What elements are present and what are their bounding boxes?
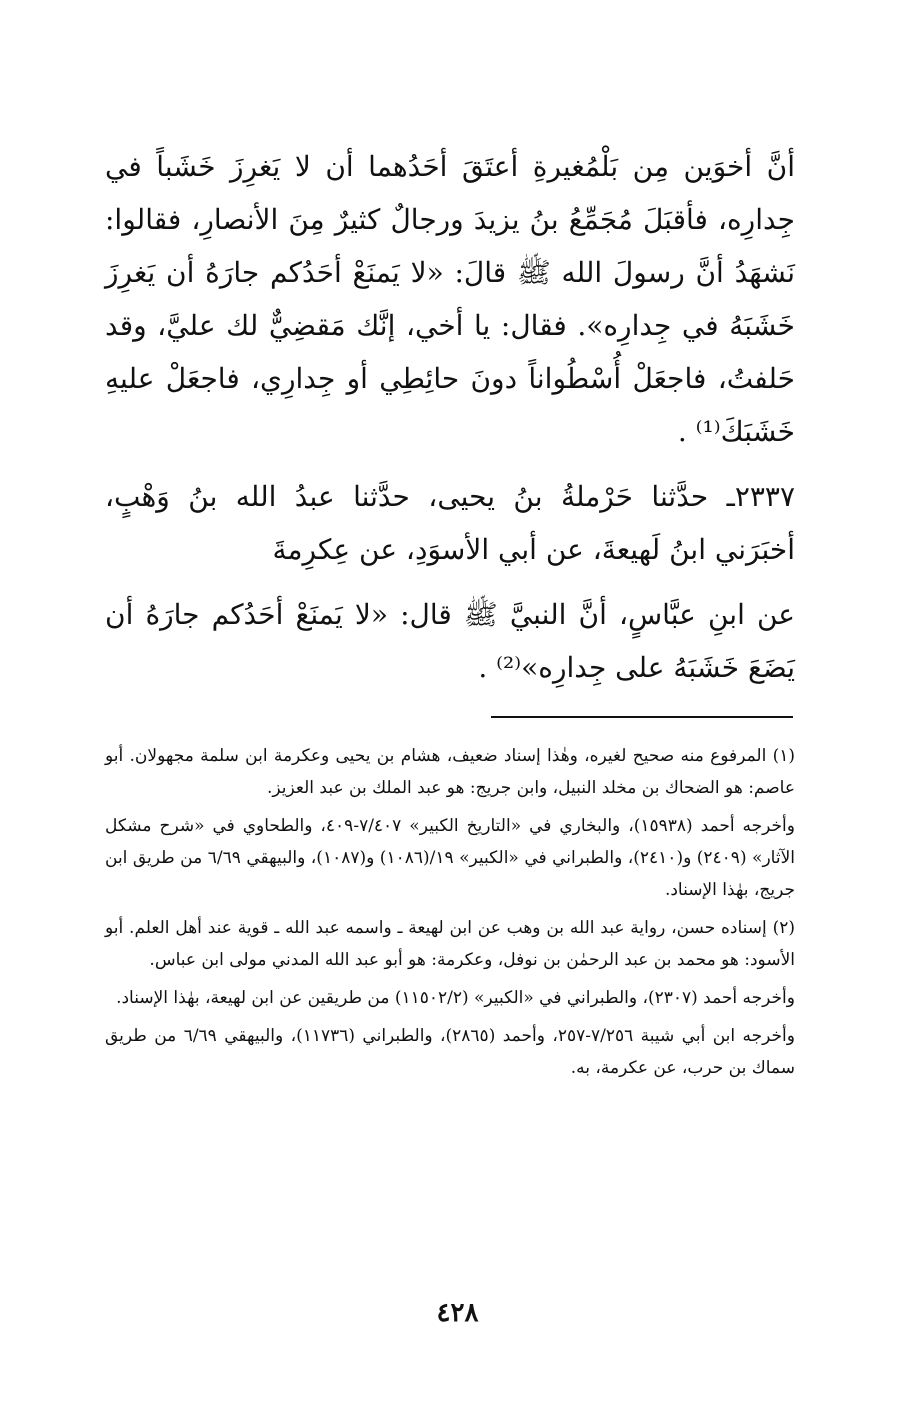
hadith-2337-isnad: ٢٣٣٧ـ حدَّثنا حَرْملةُ بنُ يحيى، حدَّثنا عبدُ الله بنُ وَهْبٍ، أخبَرَني ابنُ لَهيعةَ، عن أبي الأسوَدِ، عن عِكرِمةَ bbox=[105, 480, 795, 566]
hadith-2337-matn: عن ابنِ عبَّاسٍ، أنَّ النبيَّ ﷺ قال: «لا يَمنَعْ أحَدُكم جارَهُ أن يَضَعَ خَشَبَهُ على جِدارِه»⁽²⁾ . bbox=[105, 598, 795, 684]
footnote-2-takhrij-b: وأخرجه ابن أبي شيبة ٧/٢٥٦-٢٥٧، وأحمد (٢٨٦٥)، والطبراني (١١٧٣٦)، والبيهقي ٦/٦٩ من طريق سماك بن حرب، عن عكرمة، به. bbox=[105, 1026, 795, 1078]
page-number: ٤٢٨ bbox=[436, 1298, 479, 1328]
main-text bbox=[105, 140, 795, 694]
footnote-1: (١) المرفوع منه صحيح لغيره، وهٰذا إسناد ضعيف، هشام بن يحيى وعكرمة ابن سلمة مجهولان. أبو عاصم: هو الضحاك بن مخلد النبيل، وابن جريج: هو عبد الملك بن عبد العزيز. bbox=[105, 746, 795, 798]
footnote-2: (٢) إسناده حسن، رواية عبد الله بن وهب عن ابن لهيعة ـ واسمه عبد الله ـ قوية عند أهل العلم. أبو الأسود: هو محمد بن عبد الرحمٰن بن نوفل، وعكرمة: هو أبو عبد الله المدني مولى ابن عباس. bbox=[105, 918, 795, 970]
footnote-divider bbox=[491, 716, 793, 718]
footnote-1-takhrij: وأخرجه أحمد (١٥٩٣٨)، والبخاري في «التاريخ الكبير» ٧/٤٠٧-٤٠٩، والطحاوي في «شرح مشكل الآثار» (٢٤٠٩) و(٢٤١٠)، والطبراني في «الكبير» ١٩/(١٠٨٦) و(١٠٨٧)، والبيهقي ٦/٦٩ من طريق ابن جريج، بهٰذا الإسناد. bbox=[105, 816, 795, 900]
footnote-2-takhrij-a: وأخرجه أحمد (٢٣٠٧)، والطبراني في «الكبير» (١١٥٠٢/٢) من طريقين عن ابن لهيعة، بهٰذا الإسناد. bbox=[116, 988, 795, 1008]
hadith-paragraph-continuation: أنَّ أخوَين مِن بَلْمُغيرةِ أعتَقَ أحَدُهما أن لا يَغرِزَ خَشَباً في جِدارِه، فأقبَلَ مُجَمِّعُ بنُ يزيدَ ورجالٌ كثيرٌ مِنَ الأنصارِ، فقالوا: نَشهَدُ أنَّ رسولَ الله ﷺ قالَ: «لا يَمنَعْ أحَدُكم جارَهُ أن يَغرِزَ خَشَبَهُ في جِدارِه». فقال: يا أخي، إنَّك مَقضِيٌّ لك عليَّ، وقد حَلفتُ، فاجعَلْ أُسْطُواناً دونَ حائِطِي أو جِدارِي، فاجعَلْ عليهِ خَشَبَكَ⁽¹⁾ . bbox=[105, 150, 795, 448]
footnotes bbox=[105, 740, 795, 1090]
